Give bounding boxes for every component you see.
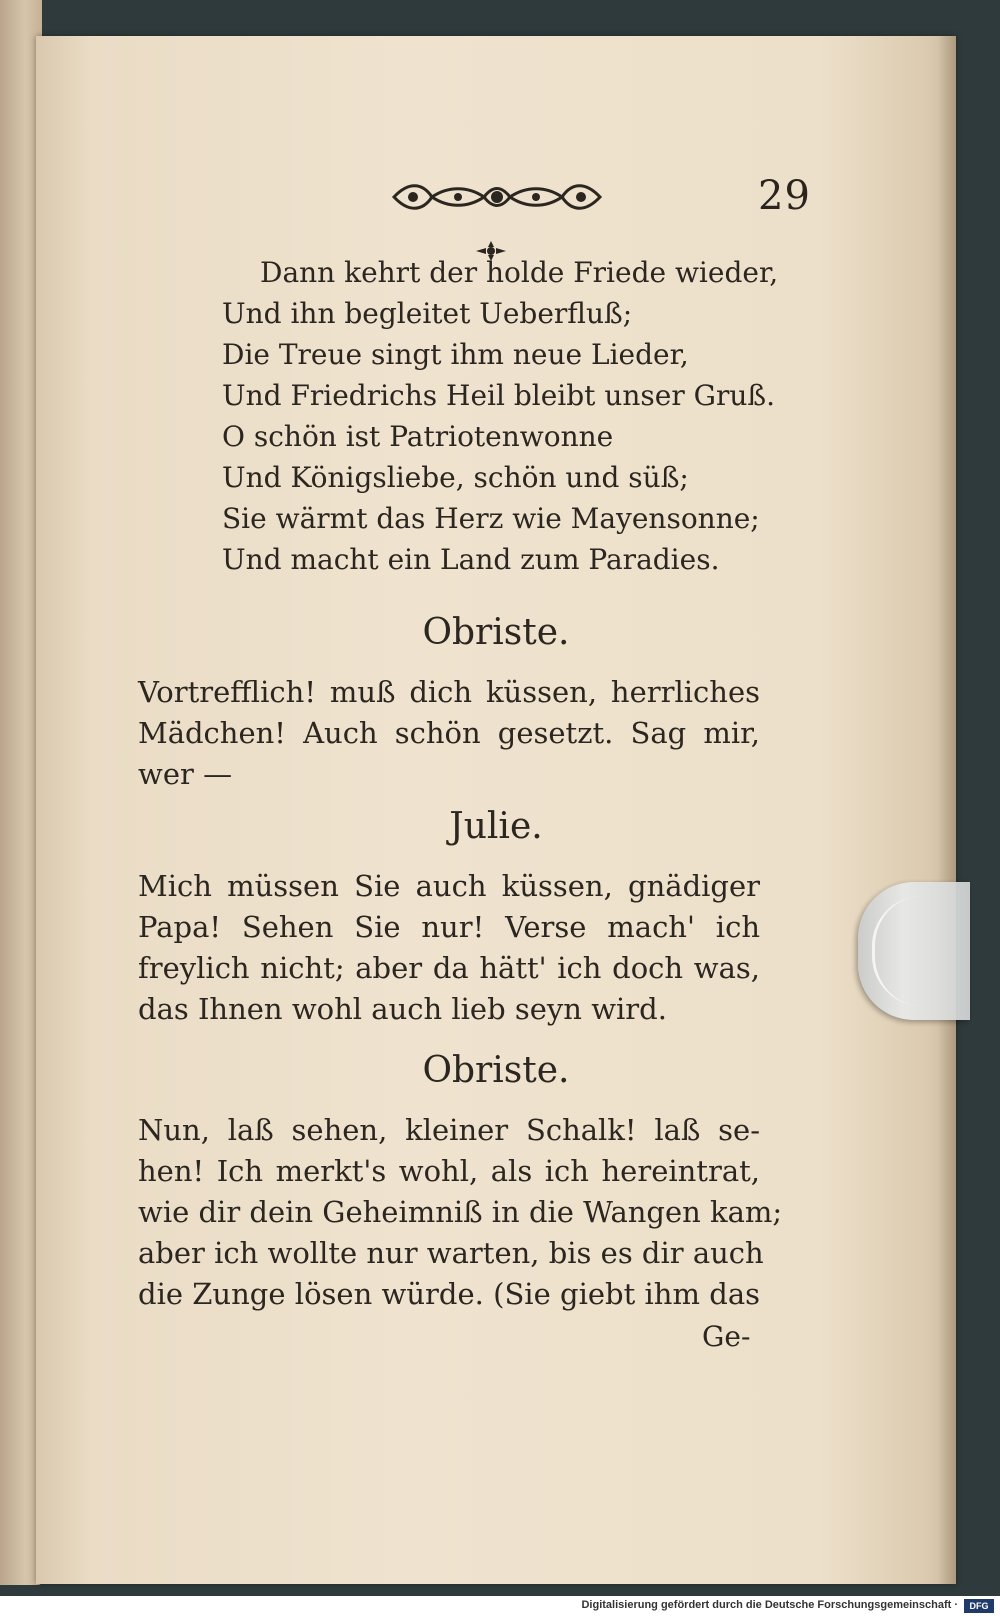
prose-line: Vortrefflich! muß dich küssen, herrliches bbox=[138, 675, 760, 709]
prose-line: hen! Ich merkt's wohl, als ich hereintrat, bbox=[138, 1154, 760, 1188]
speaker-heading: Julie. bbox=[449, 806, 543, 847]
verse-line: Und ihn begleitet Ueberfluß; bbox=[222, 297, 633, 330]
verse-line: Und Friedrichs Heil bleibt unser Gruß. bbox=[222, 379, 775, 412]
prose-block bbox=[138, 672, 760, 795]
prose-line: wie dir dein Geheimniß in die Wangen kam; bbox=[138, 1195, 783, 1229]
prose-line: Nun, laß sehen, kleiner Schalk! laß se- bbox=[138, 1113, 760, 1147]
verse-line: Und macht ein Land zum Paradies. bbox=[222, 543, 720, 576]
verse-line: Und Königsliebe, schön und süß; bbox=[222, 461, 689, 494]
footer-credit: Digitalisierung gefördert durch die Deutsche Forschungsgemeinschaft · bbox=[581, 1599, 958, 1611]
verse-line: Die Treue singt ihm neue Lieder, bbox=[222, 338, 689, 371]
prose-line: Mädchen! Auch schön gesetzt. Sag mir, bbox=[138, 716, 760, 750]
page-clip-marker bbox=[858, 882, 970, 1020]
decorative-headpiece-ornament bbox=[388, 172, 606, 222]
dfg-logo-icon: DFG bbox=[964, 1599, 994, 1613]
verse-line: Sie wärmt das Herz wie Mayensonne; bbox=[222, 502, 760, 535]
speaker-heading: Obriste. bbox=[422, 612, 570, 653]
verse-line: Dann kehrt der holde Friede wieder, bbox=[260, 256, 779, 289]
prose-line: das Ihnen wohl auch lieb seyn wird. bbox=[138, 992, 667, 1026]
speaker-heading: Obriste. bbox=[422, 1050, 570, 1091]
verse-line: O schön ist Patriotenwonne bbox=[222, 420, 614, 453]
prose-line: freylich nicht; aber da hätt' ich doch was, bbox=[138, 951, 760, 985]
page-number: 29 bbox=[758, 173, 811, 219]
prose-block bbox=[138, 1110, 783, 1315]
footer-bar bbox=[0, 1596, 1000, 1617]
prose-block bbox=[138, 866, 760, 1030]
prose-line: wer — bbox=[138, 757, 233, 791]
book-page bbox=[36, 36, 956, 1584]
catchword: Ge- bbox=[702, 1320, 751, 1353]
prose-line: Papa! Sehen Sie nur! Verse mach' ich bbox=[138, 910, 760, 944]
prose-line: Mich müssen Sie auch küssen, gnädiger bbox=[138, 869, 760, 903]
prose-line: aber ich wollte nur warten, bis es dir auch bbox=[138, 1236, 764, 1270]
prose-line: die Zunge lösen würde. (Sie giebt ihm das bbox=[138, 1277, 760, 1311]
